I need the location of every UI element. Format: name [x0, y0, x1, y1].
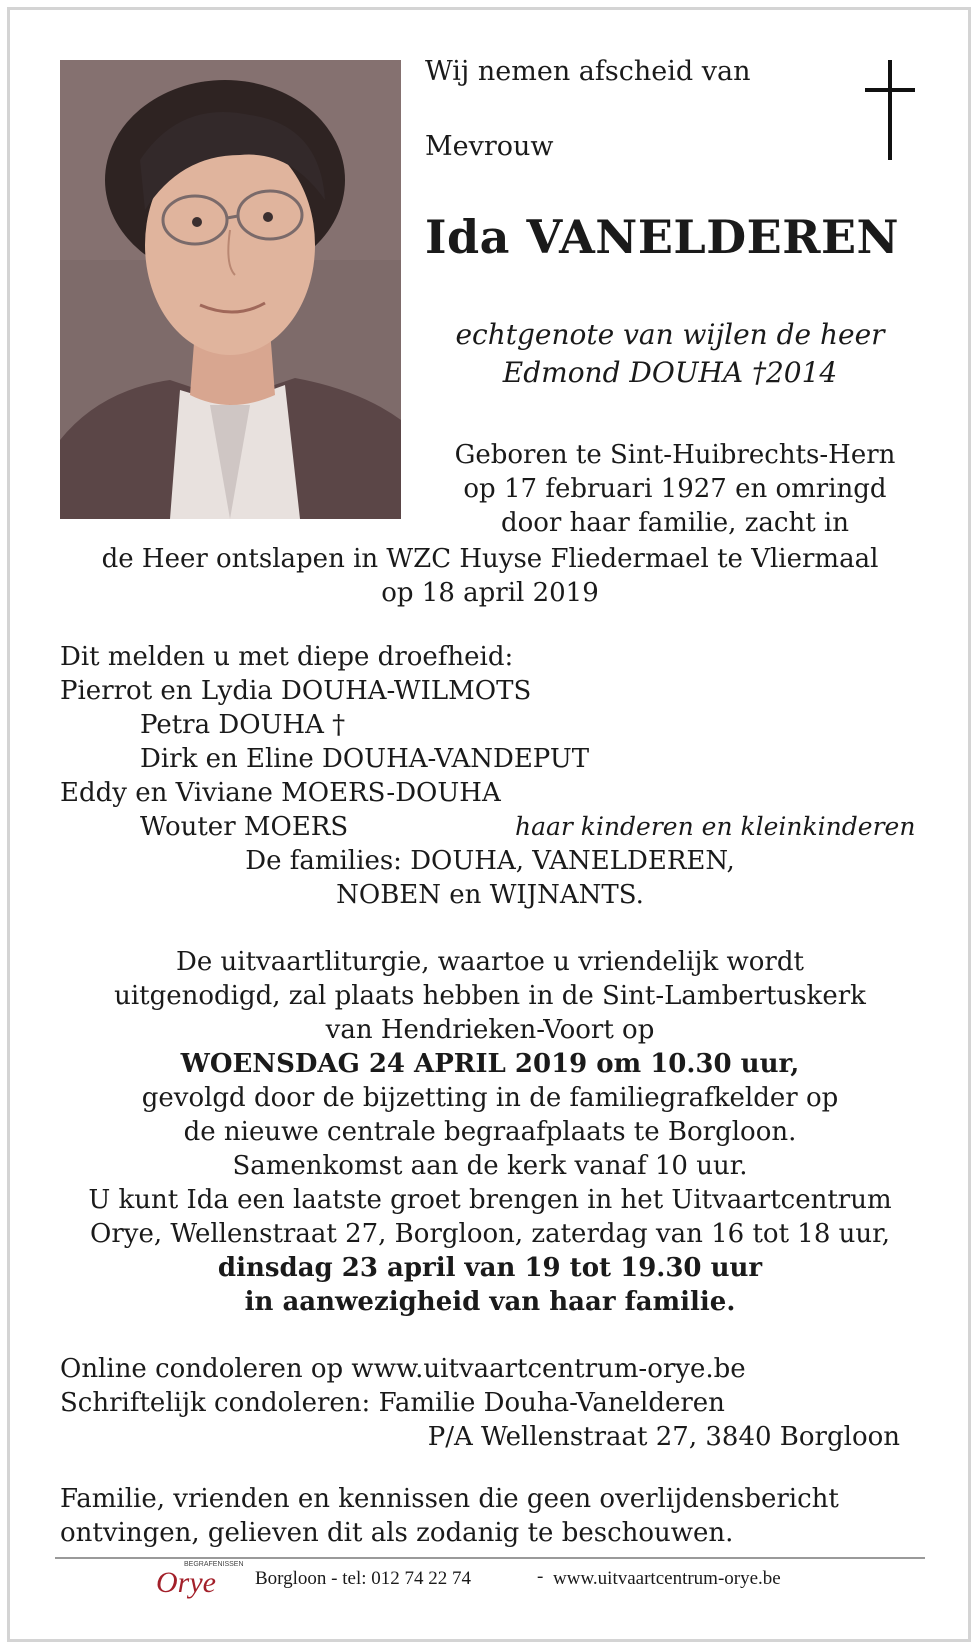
mourners-role: haar kinderen en kleinkinderen — [515, 812, 916, 841]
deceased-name: Ida VANELDEREN — [425, 210, 900, 264]
birth-line: op 18 april 2019 — [381, 578, 599, 608]
service-date: WOENSDAG 24 APRIL 2019 om 10.30 uur, — [180, 1049, 800, 1079]
footer-website[interactable]: www.uitvaartcentrum-orye.be — [553, 1568, 781, 1589]
spouse-line-1: echtgenote van wijlen de heer — [455, 318, 885, 351]
condolence-written: Schriftelijk condoleren: Familie Douha-Vanelderen — [60, 1388, 725, 1418]
condolence-online: Online condoleren op www.uitvaartcentrum-orye.be — [60, 1354, 746, 1384]
burial-line: gevolgd door de bijzetting in de familiegrafkelder op — [141, 1083, 839, 1113]
notice-line: ontvingen, gelieven dit als zodanig te beschouwen. — [60, 1518, 734, 1548]
burial-line: Orye, Wellenstraat 27, Borgloon, zaterdag van 16 tot 18 uur, — [90, 1219, 890, 1249]
logo-text: Orye — [156, 1566, 216, 1599]
mourners-intro: Dit melden u met diepe droefheid: — [60, 642, 514, 672]
footer-separator: - — [537, 1566, 544, 1587]
mourner-line: Wouter MOERS — [140, 812, 349, 842]
cross-icon — [860, 60, 920, 160]
burial-line: U kunt Ida een laatste groet brengen in het Uitvaartcentrum — [88, 1185, 892, 1215]
birth-line: de Heer ontslapen in WZC Huyse Fliedermael te Vliermaal — [101, 544, 879, 574]
portrait-photo — [60, 60, 401, 519]
birth-line: door haar familie, zacht in — [500, 508, 849, 538]
footer-contact: Borgloon - tel: 012 74 22 74 — [255, 1568, 472, 1589]
service-line: van Hendrieken-Voort op — [325, 1015, 655, 1045]
spouse-line-2: Edmond DOUHA †2014 — [502, 356, 838, 389]
mourner-line: Eddy en Viviane MOERS-DOUHA — [60, 778, 501, 808]
notice-line: Familie, vrienden en kennissen die geen overlijdensbericht — [60, 1484, 839, 1514]
service-line: uitgenodigd, zal plaats hebben in de Sint-Lambertuskerk — [114, 981, 866, 1011]
burial-line: Samenkomst aan de kerk vanaf 10 uur. — [232, 1151, 748, 1181]
families-line: De families: DOUHA, VANELDEREN, — [245, 846, 735, 876]
mourner-line: Petra DOUHA † — [140, 710, 346, 740]
families-line: NOBEN en WIJNANTS. — [336, 880, 644, 910]
visit-line: in aanwezigheid van haar familie. — [244, 1287, 736, 1317]
logo-subtitle: BEGRAFENISSEN — [184, 1561, 244, 1568]
burial-line: de nieuwe centrale begraafplaats te Borgloon. — [183, 1117, 797, 1147]
mourner-line: Dirk en Eline DOUHA-VANDEPUT — [140, 744, 590, 774]
visit-line: dinsdag 23 april van 19 tot 19.30 uur — [217, 1253, 763, 1283]
intro-text: Wij nemen afscheid van — [425, 56, 751, 87]
condolence-address: P/A Wellenstraat 27, 3840 Borgloon — [427, 1422, 900, 1452]
mourner-line: Pierrot en Lydia DOUHA-WILMOTS — [60, 676, 532, 706]
birth-line: op 17 februari 1927 en omringd — [463, 474, 887, 504]
birth-line: Geboren te Sint-Huibrechts-Hern — [454, 440, 896, 470]
honorific: Mevrouw — [425, 131, 554, 162]
funeral-home-logo — [150, 1558, 244, 1600]
service-line: De uitvaartliturgie, waartoe u vriendelijk wordt — [176, 947, 804, 977]
portrait-illustration — [60, 60, 401, 519]
